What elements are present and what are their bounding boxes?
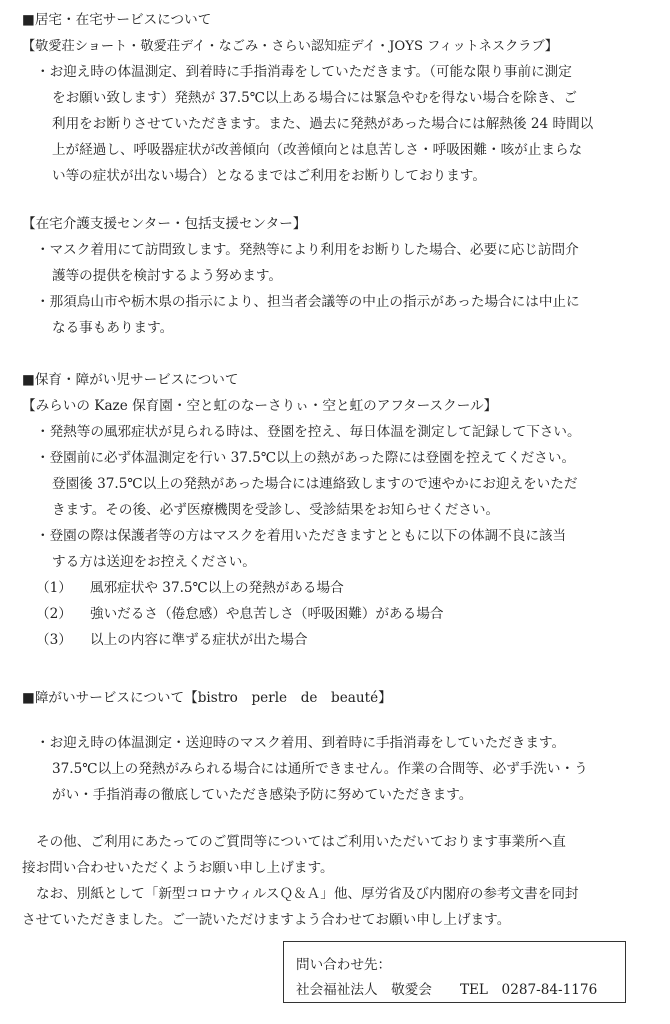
paragraph-line: がい・手指消毒の徹底していただき感染予防に努めていただきます。 [52,787,473,803]
paragraph-line: 上が経過し、呼吸器症状が改善傾向（改善傾向とは息苦しさ・呼吸困難・咳が止まらな [52,142,583,158]
closing-line: その他、ご利用にあたってのご質問等についてはご利用いただいております事業所へ直 [36,834,566,850]
closing-line: なお、別紙として「新型コロナウィルスＱ＆Ａ」他、厚労省及び内閣府の参考文書を同封 [36,886,579,902]
numbered-item-text: 以上の内容に準ずる症状が出た場合 [90,632,308,648]
paragraph-line: ・発熱等の風邪症状が見られる時は、登園を控え、毎日体温を測定して記録して下さい。 [36,424,581,440]
paragraph-line: い等の症状が出ない場合）となるまではご利用をお断りしております。 [52,168,486,184]
contact-box [283,941,626,1003]
numbered-item-number: （1） [36,580,72,596]
paragraph-line: ・那須烏山市や栃木県の指示により、担当者会議等の中止の指示があった場合には中止に [36,294,580,310]
paragraph-line: なる事もあります。 [52,320,174,336]
paragraph-line: 利用をお断りさせていただきます。また、過去に発熱があった場合には解熱後 24 時間以 [52,116,594,132]
paragraph-line: 護等の提供を検討するよう努めます。 [52,268,283,284]
numbered-item-text: 風邪症状や 37.5℃以上の発熱がある場合 [90,580,344,596]
paragraph-line: ・マスク着用にて訪問致します。発熱等により利用をお断りした場合、必要に応じ訪問介 [36,242,579,258]
paragraph-line: きます。その後、必ず医療機関を受診し、受診結果をお知らせください。 [52,502,500,518]
section-heading-care-support: 【在宅介護支援センター・包括支援センター】 [22,216,307,232]
numbered-item-number: （2） [36,606,72,622]
paragraph-line: ・お迎え時の体温測定・送迎時のマスク着用、到着時に手指消毒をしていただきます。 [36,735,566,751]
paragraph-line: する方は送迎をお控えください。 [52,554,256,570]
paragraph-line: 登園後 37.5℃以上の発熱があった場合には連絡致しますので速やかにお迎えをいただ [52,476,578,492]
paragraph-line: をお願い致します）発熱が 37.5℃以上ある場合には緊急やむを得ない場合を除き、ご [52,90,578,106]
paragraph-line: ・登園前に必ず体温測定を行い 37.5℃以上の熱があった際には登園を控えてください。 [36,450,576,466]
paragraph-line: ・登園の際は保護者等の方はマスクを着用いただきますとともに以下の体調不良に該当 [36,528,567,544]
contact-organization: 社会福祉法人 敬愛会 [296,982,432,998]
numbered-item-text: 強いだるさ（倦怠感）や息苦しさ（呼吸困難）がある場合 [90,606,444,622]
contact-phone: TEL 0287-84-1176 [459,982,598,998]
facilities-list-childcare: 【みらいの Kaze 保育園・空と虹のなーさりぃ・空と虹のアフタースクール】 [22,398,498,414]
paragraph-line: 37.5℃以上の発熱がみられる場合には通所できません。作業の合間等、必ず手洗い・う [52,761,588,777]
section-heading-childcare: ■保育・障がい児サービスについて [22,372,239,388]
contact-details [296,978,597,998]
paragraph-line: ・お迎え時の体温測定、到着時に手指消毒をしていただきます。（可能な限り事前に測定 [36,64,572,80]
facilities-list-home-service: 【敬愛荘ショート・敬愛荘デイ・なごみ・さらい認知症デイ・JOYS フィットネスクラブ】 [22,39,558,54]
section-heading-disability: ■障がいサービスについて【bistro perle de beauté】 [22,690,392,706]
numbered-item-number: （3） [36,632,72,648]
closing-line: 接お問い合わせいただくようお願い申し上げます。 [22,860,334,876]
section-heading-home-service: ■居宅・在宅サービスについて [22,12,212,28]
closing-line: させていただきました。ご一読いただけますよう合わせてお願い申し上げます。 [22,912,511,928]
contact-label: 問い合わせ先： [296,957,392,973]
